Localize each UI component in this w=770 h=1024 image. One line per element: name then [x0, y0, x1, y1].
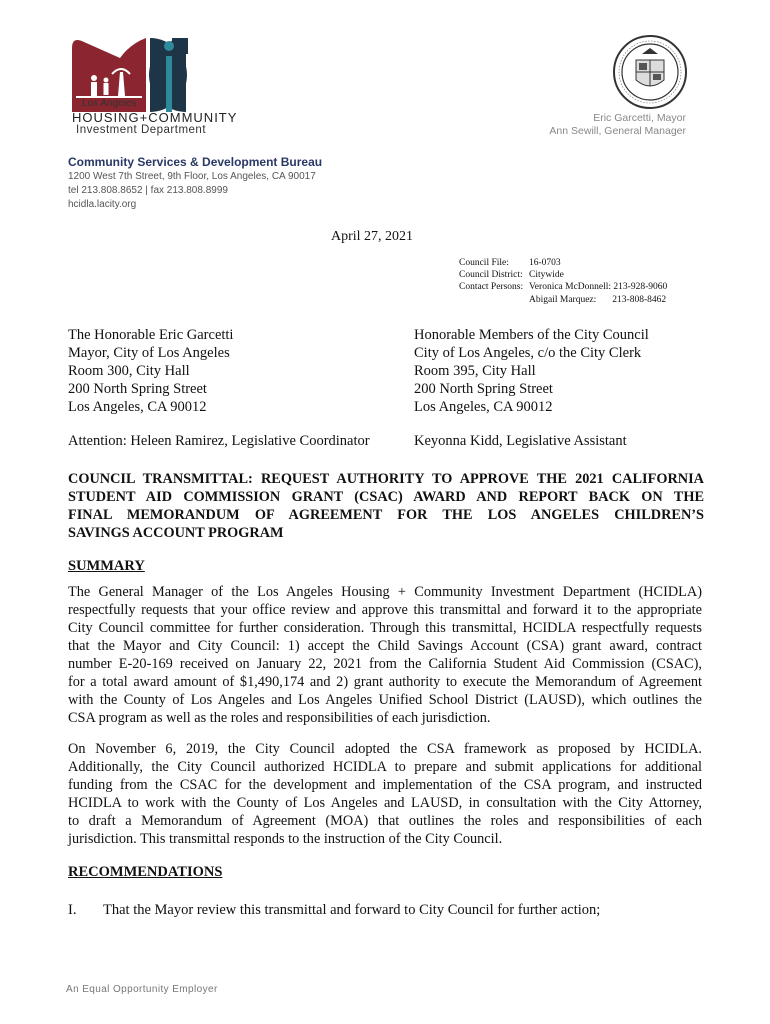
summary-line: number E-20-169 received on January 22, 2021 from the California Student Aid Commission (CSAC),: [68, 656, 702, 672]
council-district-label: Council District:: [459, 270, 523, 281]
title-line: COUNCIL TRANSMITTAL: REQUEST AUTHORITY TO APPROVE THE 2021 CALIFORNIA: [68, 471, 704, 487]
mayor-name: Eric Garcetti, Mayor: [593, 112, 686, 124]
paragraph-line: Additionally, the City Council authorized HCIDLA to prepare and submit applications for additional: [68, 759, 702, 775]
addressee-right-line: Los Angeles, CA 90012: [414, 399, 553, 415]
bureau-address: 1200 West 7th Street, 9th Floor, Los Angeles, CA 90017: [68, 171, 316, 182]
recommendation-text: That the Mayor review this transmittal and forward to City Council for further action;: [103, 902, 601, 918]
addressee-right-line: City of Los Angeles, c/o the City Clerk: [414, 345, 642, 361]
paragraph-line: funding from the CSAC for the development and implementation of the CSA program, and instructed: [68, 777, 702, 793]
recommendations-heading: RECOMMENDATIONS: [68, 864, 223, 880]
paragraph-line: On November 6, 2019, the City Council adopted the CSA framework as proposed by HCIDLA.: [68, 741, 702, 757]
bureau-phone-fax: tel 213.808.8652 | fax 213.808.8999: [68, 185, 228, 196]
title-line: STUDENT AID COMMISSION GRANT (CSAC) AWARD AND REPORT BACK ON THE: [68, 489, 704, 505]
contact-person-2-name: Abigail Marquez:: [529, 294, 597, 305]
city-seal-icon: [612, 34, 688, 110]
summary-line: for a total award amount of $1,490,174 and 2) grant authority to execute the Memorandum of Agreement: [68, 674, 702, 690]
council-district-value: Citywide: [529, 270, 564, 281]
letter-date: April 27, 2021: [331, 229, 414, 244]
logo-investment-department: Investment Department: [76, 124, 207, 136]
summary-line: respectfully requests that your office review and approve this transmittal and forward it to the appropriate: [68, 602, 702, 618]
recommendation-number: I.: [68, 902, 77, 918]
council-file-value: 16-0703: [529, 258, 561, 268]
addressee-right-line: 200 North Spring Street: [414, 381, 553, 397]
addressee-right-line: Room 395, City Hall: [414, 363, 536, 379]
addressee-left-line: The Honorable Eric Garcetti: [68, 327, 234, 343]
contact-persons-label: Contact Persons:: [459, 282, 524, 293]
contact-person-1: Veronica McDonnell: 213-928-9060: [529, 282, 668, 293]
title-line: FINAL MEMORANDUM OF AGREEMENT FOR THE LOS ANGELES CHILDREN’S: [68, 507, 704, 523]
addressee-left-line: 200 North Spring Street: [68, 381, 207, 397]
addressee-left-line: Los Angeles, CA 90012: [68, 399, 207, 415]
bureau-website: hcidla.lacity.org: [68, 199, 137, 210]
addressee-council: [414, 326, 649, 416]
summary-line: with the County of Los Angeles and Los Angeles Unified School District (LAUSD), which outlines the: [68, 692, 702, 708]
title-line: SAVINGS ACCOUNT PROGRAM: [68, 525, 284, 541]
council-file-label: Council File:: [459, 258, 509, 268]
council-info: [459, 257, 667, 306]
paragraph-line: HCIDLA to work with the County of Los Angeles and LAUSD, in consultation with the City Attorney,: [68, 795, 702, 811]
addressee-right-line: Honorable Members of the City Council: [414, 327, 649, 343]
contact-person-2-phone: 213-808-8462: [612, 294, 667, 305]
paragraph-line: jurisdiction. This transmittal responds to the instruction of the City Council.: [68, 831, 503, 847]
summary-heading: SUMMARY: [68, 558, 145, 574]
attention-council: Keyonna Kidd, Legislative Assistant: [414, 433, 627, 449]
attention-mayor: Attention: Heleen Ramirez, Legislative Coordinator: [68, 433, 370, 449]
transmittal-title: [68, 470, 704, 542]
addressee-left-line: Mayor, City of Los Angeles: [68, 345, 230, 361]
addressee-mayor: [68, 326, 233, 416]
summary-line: CSA program as well as the roles and responsibilities of each jurisdiction.: [68, 710, 491, 726]
summary-line: The General Manager of the Los Angeles Housing + Community Investment Department (HCIDLA): [68, 584, 702, 600]
bureau-name: Community Services & Development Bureau: [68, 155, 323, 169]
summary-paragraph: [68, 583, 702, 727]
summary-line: that the Mayor and City Council: 1) accept the Child Savings Account (CSA) grant award, contract: [68, 638, 702, 654]
logo-teal-bar: [166, 56, 172, 112]
summary-line: City Council committee for further consideration. Through this transmittal, HCIDLA respectfully requests: [68, 620, 702, 636]
logo-housing-community: HOUSING+COMMUNITY: [72, 110, 238, 125]
paragraph-line: to draft a Memorandum of Agreement (MOA) that outlines the roles and responsibilities of each: [68, 813, 702, 829]
footer-text: An Equal Opportunity Employer: [66, 984, 218, 995]
background-paragraph: [68, 740, 702, 848]
general-manager-name: Ann Sewill, General Manager: [549, 125, 686, 137]
logo-los-angeles: Los Angeles: [82, 98, 137, 109]
addressee-left-line: Room 300, City Hall: [68, 363, 190, 379]
